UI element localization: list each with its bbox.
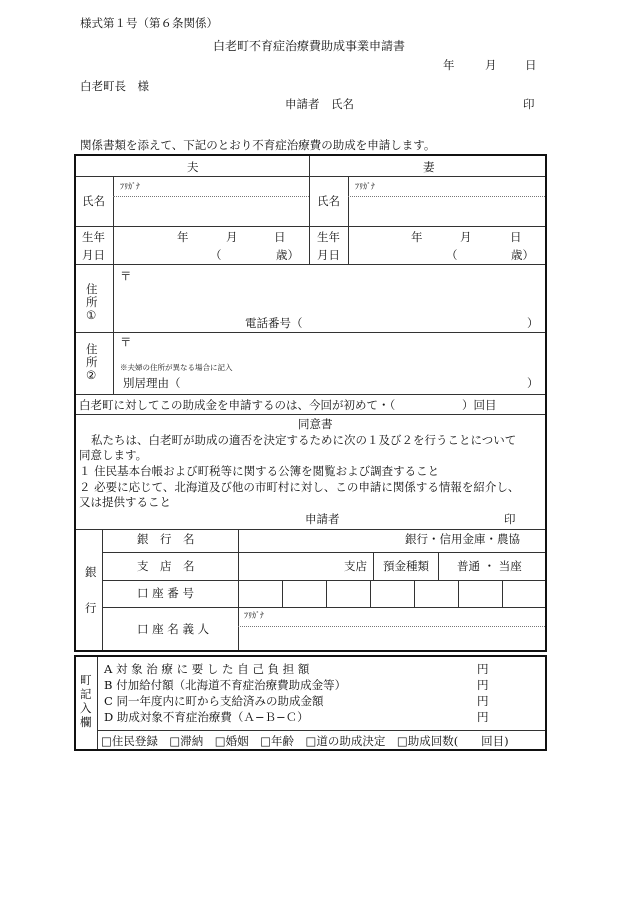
form-title: 白老町不育症治療費助成事業申請書 — [213, 39, 406, 53]
line-d-label: D 助成対象不育症治療費（Ａ−Ｂ−Ｃ） — [104, 710, 309, 724]
addressee: 白老町長 様 — [80, 79, 149, 93]
branch-name-label: 支 店 名 — [137, 559, 195, 573]
intro-text: 関係書類を添えて、下記のとおり不育症治療費の助成を申請します。 — [80, 138, 436, 152]
address1-label-2: 所 — [86, 295, 98, 309]
town-label-2: 記 — [80, 687, 92, 701]
wife-furigana-label: ﾌﾘｶﾞﾅ — [355, 182, 375, 191]
address2-label-3: ② — [86, 368, 97, 382]
line-c-yen: 円 — [477, 694, 489, 708]
wife-birth-label-2: 月日 — [317, 248, 340, 262]
husband-age-close: 歳） — [276, 248, 299, 262]
bank-section-label-2: 行 — [85, 601, 97, 615]
separation-reason-close: ） — [527, 376, 539, 390]
deposit-type-label: 預金種類 — [383, 559, 429, 573]
branch-suffix: 支店 — [344, 559, 367, 573]
town-label-3: 入 — [80, 701, 92, 715]
wife-age-close: 歳） — [511, 248, 534, 262]
bank-section-label-1: 銀 — [85, 565, 97, 579]
couple-divider — [309, 156, 310, 264]
husband-birth-label-1: 生年 — [82, 230, 105, 244]
branch-name-field[interactable] — [240, 555, 340, 579]
bank-type-options: 銀行・信用金庫・農協 — [405, 532, 520, 546]
address1-phone-label: 電話番号（ — [245, 316, 303, 330]
wife-name-label: 氏名 — [317, 194, 340, 208]
account-holder-field[interactable] — [240, 628, 543, 648]
separation-reason-label: 別居理由（ — [123, 376, 181, 390]
bank-name-label: 銀 行 名 — [137, 532, 195, 546]
husband-furigana-label: ﾌﾘｶﾞﾅ — [120, 182, 140, 191]
consent-seal: 印 — [504, 512, 516, 526]
date-day: 日 — [525, 58, 537, 72]
consent-item-2-cont: 又は提供すること — [79, 495, 171, 509]
applicant-seal: 印 — [523, 97, 535, 111]
account-number-label: 口 座 番 号 — [137, 586, 194, 600]
office-checklist[interactable]: □住民登録 □滞納 □婚姻 □年齢 □道の助成決定 □助成回数( 回目) — [101, 734, 509, 748]
consent-applicant-label: 申請者 — [305, 512, 340, 526]
line-b-label: B 付加給付額（北海道不育症治療費助成金等） — [104, 678, 347, 692]
husband-name-label: 氏名 — [82, 194, 105, 208]
wife-age-open: （ — [446, 248, 458, 262]
address2-field[interactable] — [130, 336, 540, 362]
first-time-count: ）回目 — [462, 398, 497, 412]
line-a-label: A 対 象 治 療 に 要 し た 自 己 負 担 額 — [104, 662, 310, 676]
bank-name-field[interactable] — [240, 531, 400, 549]
town-label-4: 欄 — [80, 715, 92, 729]
line-d-yen: 円 — [477, 710, 489, 724]
husband-birth-month: 月 — [226, 230, 238, 244]
husband-birth-day: 日 — [274, 230, 286, 244]
town-label-1: 町 — [80, 673, 92, 687]
form-number: 様式第１号（第６条関係） — [80, 16, 218, 30]
wife-header: 妻 — [423, 160, 435, 174]
address2-postal-mark: 〒 — [120, 335, 132, 349]
address1-label-3: ① — [86, 308, 97, 322]
date-year: 年 — [443, 58, 455, 72]
address1-label-1: 住 — [86, 282, 98, 296]
deposit-type-options[interactable]: 普通 ・ 当座 — [457, 559, 522, 573]
line-b-yen: 円 — [477, 678, 489, 692]
first-time-text: 白老町に対してこの助成金を申請するのは、今回が初めて・（ — [79, 398, 396, 412]
consent-item-1: １ 住民基本台帳および町税等に関する公簿を閲覧および調査すること — [79, 464, 440, 478]
line-c-label: C 同一年度内に町から支給済みの助成金額 — [104, 694, 324, 708]
consent-title: 同意書 — [298, 417, 333, 431]
address2-label-1: 住 — [86, 342, 98, 356]
consent-item-2: ２ 必要に応じて、北海道及び他の市町村に対し、この申請に関係する情報を紹介し、 — [79, 480, 520, 494]
husband-birth-year: 年 — [177, 230, 189, 244]
consent-line-1: 私たちは、白老町が助成の適否を決定するために次の１及び２を行うことについて — [91, 433, 517, 447]
account-holder-furigana-label: ﾌﾘｶﾞﾅ — [244, 611, 264, 620]
consent-line-2: 同意します。 — [79, 448, 148, 462]
address2-note: ※夫婦の住所が異なる場合に記入 — [120, 363, 233, 372]
husband-birth-label-2: 月日 — [82, 248, 105, 262]
address1-field[interactable] — [130, 268, 540, 316]
husband-name-field[interactable] — [114, 197, 308, 225]
husband-age-open: （ — [210, 248, 222, 262]
wife-birth-day: 日 — [510, 230, 522, 244]
husband-header: 夫 — [187, 160, 199, 174]
address2-label-2: 所 — [86, 355, 98, 369]
wife-birth-month: 月 — [460, 230, 472, 244]
wife-birth-label-1: 生年 — [317, 230, 340, 244]
account-holder-label: 口 座 名 義 人 — [137, 622, 210, 636]
wife-birth-year: 年 — [411, 230, 423, 244]
account-number-field[interactable] — [240, 582, 543, 606]
wife-name-field[interactable] — [349, 197, 544, 225]
date-month: 月 — [485, 58, 497, 72]
line-a-yen: 円 — [477, 662, 489, 676]
address1-postal-mark: 〒 — [120, 269, 132, 283]
applicant-name-label: 申請者 氏名 — [285, 97, 354, 111]
address1-phone-close: ） — [527, 316, 539, 330]
